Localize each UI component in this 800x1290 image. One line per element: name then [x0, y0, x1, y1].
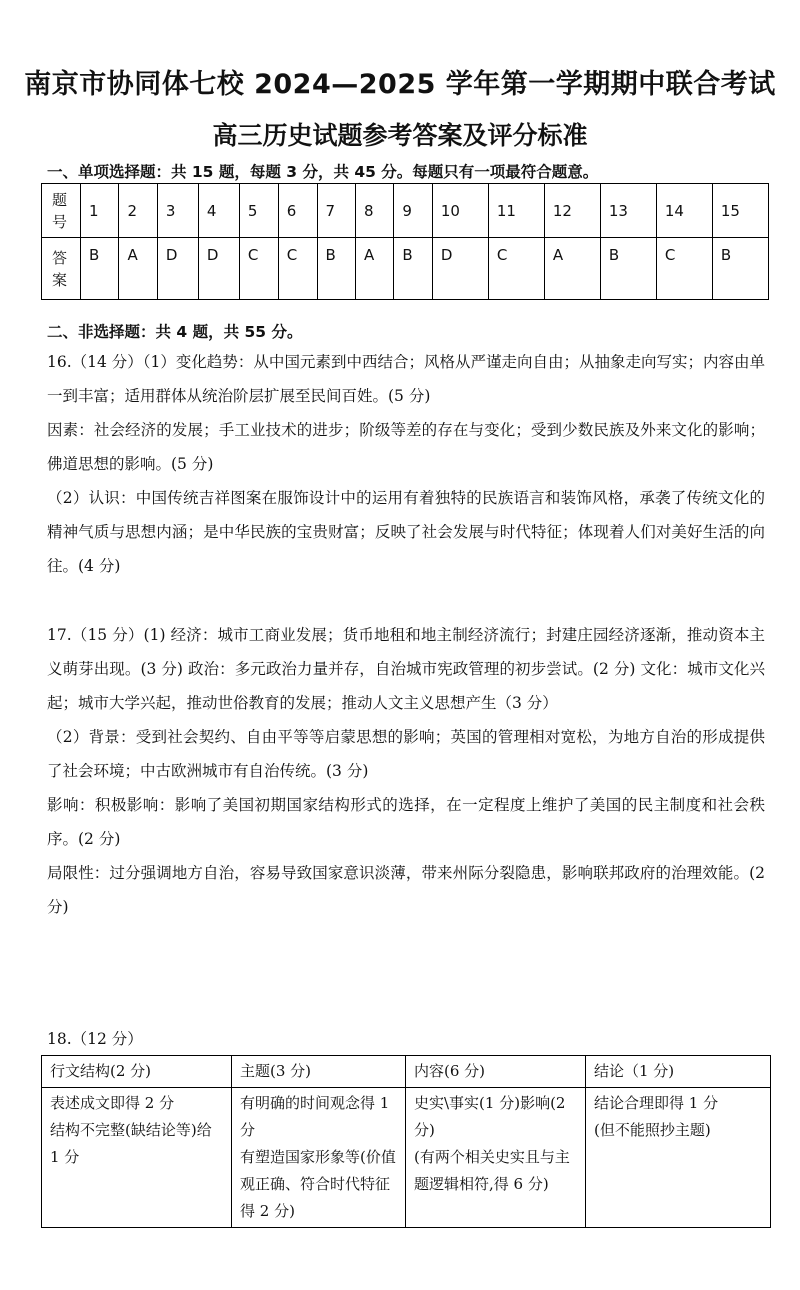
q16-part2-understanding: （2）认识：中国传统吉祥图案在服饰设计中的运用有着独特的民族语言和装饰风格，承袭了传统文化的精神气质与思想内涵；是中华民族的宝贵财富；反映了社会发展与时代特征；体现着人们对美好生活的向往。(4 分) — [47, 489, 765, 575]
question-number: 1 — [81, 184, 119, 238]
question-number: 13 — [600, 184, 656, 238]
section1-heading: 一、单项选择题：共 15 题，每题 3 分，共 45 分。每题只有一项最符合题意。 — [47, 163, 599, 181]
rubric-cell-content: 史实\事实(1 分)影响(2 分) (有两个相关史实且与主题逻辑相符,得 6 分) — [406, 1088, 586, 1228]
answer-cell: C — [239, 238, 278, 300]
exam-title: 南京市协同体七校 2024—2025 学年第一学期期中联合考试 — [24, 69, 776, 100]
rubric-cell-structure: 表述成文即得 2 分 结构不完整(缺结论等)给 1 分 — [42, 1088, 232, 1228]
section2-heading: 二、非选择题：共 4 题，共 55 分。 — [47, 323, 303, 341]
q17-part2-impact: 影响：积极影响：影响了美国初期国家结构形式的选择，在一定程度上维护了美国的民主制度和社会秩序。(2 分) — [47, 796, 765, 848]
rubric-header-row — [42, 1056, 771, 1088]
rubric-cell-conclusion: 结论合理即得 1 分 (但不能照抄主题) — [586, 1088, 771, 1228]
q18-rubric-table — [41, 1055, 771, 1228]
question-number: 5 — [239, 184, 278, 238]
question-number: 7 — [317, 184, 355, 238]
question-number: 11 — [488, 184, 544, 238]
question-number: 10 — [432, 184, 488, 238]
answer-cell: C — [488, 238, 544, 300]
question-number: 14 — [656, 184, 712, 238]
answer-cell: D — [198, 238, 239, 300]
row-label-answer: 答案 — [42, 238, 81, 300]
rubric-header-conclusion: 结论（1 分) — [586, 1056, 771, 1088]
rubric-header-theme: 主题(3 分) — [232, 1056, 406, 1088]
answer-cell: C — [656, 238, 712, 300]
exam-subtitle: 高三历史试题参考答案及评分标准 — [212, 121, 588, 150]
answer-cell: B — [81, 238, 119, 300]
rubric-header-structure: 行文结构(2 分) — [42, 1056, 232, 1088]
question-number-row — [42, 184, 769, 238]
q17-answer — [47, 618, 765, 924]
answer-cell: C — [278, 238, 317, 300]
q17-part2-limitation: 局限性：过分强调地方自治，容易导致国家意识淡薄，带来州际分裂隐患，影响联邦政府的治理效能。(2 分) — [47, 864, 765, 916]
question-number: 3 — [157, 184, 198, 238]
q16-answer — [47, 345, 765, 583]
answer-cell: A — [544, 238, 600, 300]
answer-cell: B — [712, 238, 768, 300]
question-number: 8 — [356, 184, 394, 238]
answer-cell: A — [356, 238, 394, 300]
q16-part1-trend: 16.（14 分）（1）变化趋势：从中国元素到中西结合；风格从严谨走向自由；从抽象走向写实；内容由单一到丰富；适用群体从统治阶层扩展至民间百姓。(5 分) — [47, 353, 765, 405]
rubric-header-content: 内容(6 分) — [406, 1056, 586, 1088]
answer-cell: D — [157, 238, 198, 300]
question-number: 6 — [278, 184, 317, 238]
question-number: 2 — [119, 184, 157, 238]
question-number: 9 — [394, 184, 432, 238]
rubric-body-row — [42, 1088, 771, 1228]
question-number: 15 — [712, 184, 768, 238]
row-label-number: 题号 — [42, 184, 81, 238]
rubric-cell-theme: 有明确的时间观念得 1 分 有塑造国家形象等(价值观正确、符合时代特征得 2 分) — [232, 1088, 406, 1228]
q16-part1-factors: 因素：社会经济的发展；手工业技术的进步；阶级等差的存在与变化；受到少数民族及外来文化的影响；佛道思想的影响。(5 分) — [47, 421, 765, 473]
q17-part1: 17.（15 分）(1) 经济：城市工商业发展；货币地租和地主制经济流行；封建庄园经济逐渐，推动资本主义萌芽出现。(3 分) 政治：多元政治力量并存，自治城市宪政管理的初步尝试。(2 分) 文化：城市文化兴起；城市大学兴起，推动世俗教育的发展；推动人文主义思想产生（3 分） — [47, 626, 765, 712]
q17-part2-background: （2）背景：受到社会契约、自由平等等启蒙思想的影响；英国的管理相对宽松，为地方自治的形成提供了社会环境；中古欧洲城市有自治传统。(3 分) — [47, 728, 765, 780]
answer-cell: B — [317, 238, 355, 300]
answer-cell: B — [600, 238, 656, 300]
mcq-answer-table — [41, 183, 769, 300]
answer-cell: A — [119, 238, 157, 300]
answer-cell: B — [394, 238, 432, 300]
question-number: 4 — [198, 184, 239, 238]
answer-row — [42, 238, 769, 300]
answer-cell: D — [432, 238, 488, 300]
q18-label: 18.（12 分） — [47, 1030, 143, 1048]
question-number: 12 — [544, 184, 600, 238]
